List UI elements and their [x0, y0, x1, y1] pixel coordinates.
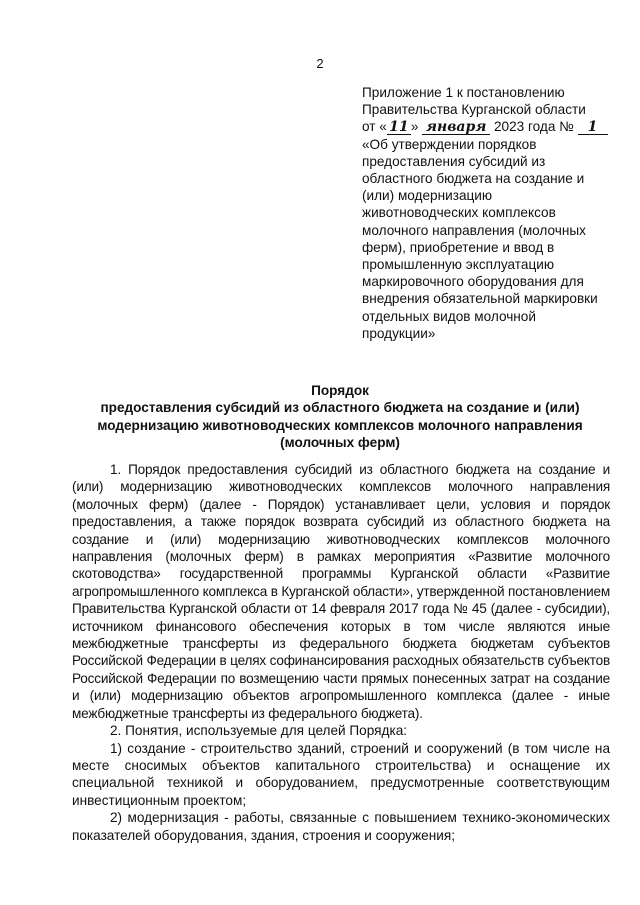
- title-line: модернизацию животноводческих комплексов молочного направления: [97, 417, 583, 433]
- title-heading: Порядок: [311, 383, 369, 398]
- appendix-subject-line: внедрения обязательной маркировки: [362, 291, 598, 307]
- appendix-line: Приложение 1 к постановлению: [362, 85, 565, 100]
- handwritten-month: января: [422, 120, 490, 135]
- paragraph-2-2: 2) модернизация - работы, связанные с повышением технико-экономических показателей оборудования, здания, строения и сооружения;: [72, 810, 610, 843]
- paragraph-2-1: 1) создание - строительство зданий, строений и сооружений (в том числе на месте сносимых объектов капитального строительства) и оснащение их специальной техникой и оборудованием, предусмотренные соответствующим инвестиционным проектом;: [72, 740, 610, 808]
- appendix-subject-line: отдельных видов молочной: [362, 308, 536, 324]
- appendix-subject-line: продукции»: [362, 325, 436, 341]
- title-line: (молочных ферм): [280, 435, 400, 451]
- document-body: [72, 461, 610, 844]
- title-line: предоставления субсидий из областного бюджета на создание и (или): [100, 400, 580, 416]
- appendix-subject-line: предоставления субсидий из: [362, 153, 546, 169]
- paragraph-1: 1. Порядок предоставления субсидий из областного бюджета на создание и (или) модернизацию животноводческих комплексов молочного направления (молочных ферм) (далее - Порядок) устанавливает цели, условия и порядок предоставления, а также порядок возврата субсидий из областного бюджета на создание и (или) модернизацию животноводческих комплексов молочного направления (молочных ферм) в рамках мероприятия «Развитие молочного скотоводства» государственной программы Курганской области «Развитие агропромышленного комплекса в Курганской области», утвержденной постановлением Правительства Курганской области от 14 февраля 2017 года № 45 (далее - субсидии), источником финансового обеспечения которых в том числе являются иные межбюджетные трансферты из федерального бюджета бюджетам субъектов Российской Федерации в целях софинансирования расходных обязательств субъектов Российской Федерации по возмещению части прямых понесенных затрат на создание и (или) модернизацию объектов агропромышленного комплекса (далее - иные межбюджетные трансферты из федерального бюджета).: [72, 462, 610, 721]
- appendix-subject-line: маркировочного оборудования для: [362, 274, 584, 290]
- appendix-header: [362, 84, 607, 342]
- appendix-subject-line: «Об утверждении порядков: [362, 136, 537, 152]
- appendix-date-line: [362, 118, 607, 135]
- handwritten-day: 11: [387, 120, 411, 135]
- appendix-subject-line: ферм), приобретение и ввод в: [362, 239, 555, 255]
- appendix-subject-line: животноводческих комплексов: [362, 205, 556, 221]
- appendix-subject-line: областного бюджета на создание и: [362, 171, 585, 187]
- document-title: [70, 382, 610, 452]
- date-suffix: 2023 года №: [493, 119, 574, 135]
- appendix-subject-line: промышленную эксплуатацию: [362, 257, 555, 273]
- date-prefix: от «: [362, 119, 387, 135]
- paragraph-2: 2. Понятия, используемые для целей Порядка:: [110, 723, 408, 739]
- date-mid: »: [410, 119, 419, 135]
- appendix-line: Правительства Курганской области: [362, 102, 586, 118]
- appendix-subject-line: (или) модернизацию: [362, 188, 493, 204]
- appendix-subject-line: молочного направления (молочных: [362, 222, 586, 238]
- page-number: 2: [316, 56, 324, 71]
- handwritten-number: 1: [578, 120, 608, 135]
